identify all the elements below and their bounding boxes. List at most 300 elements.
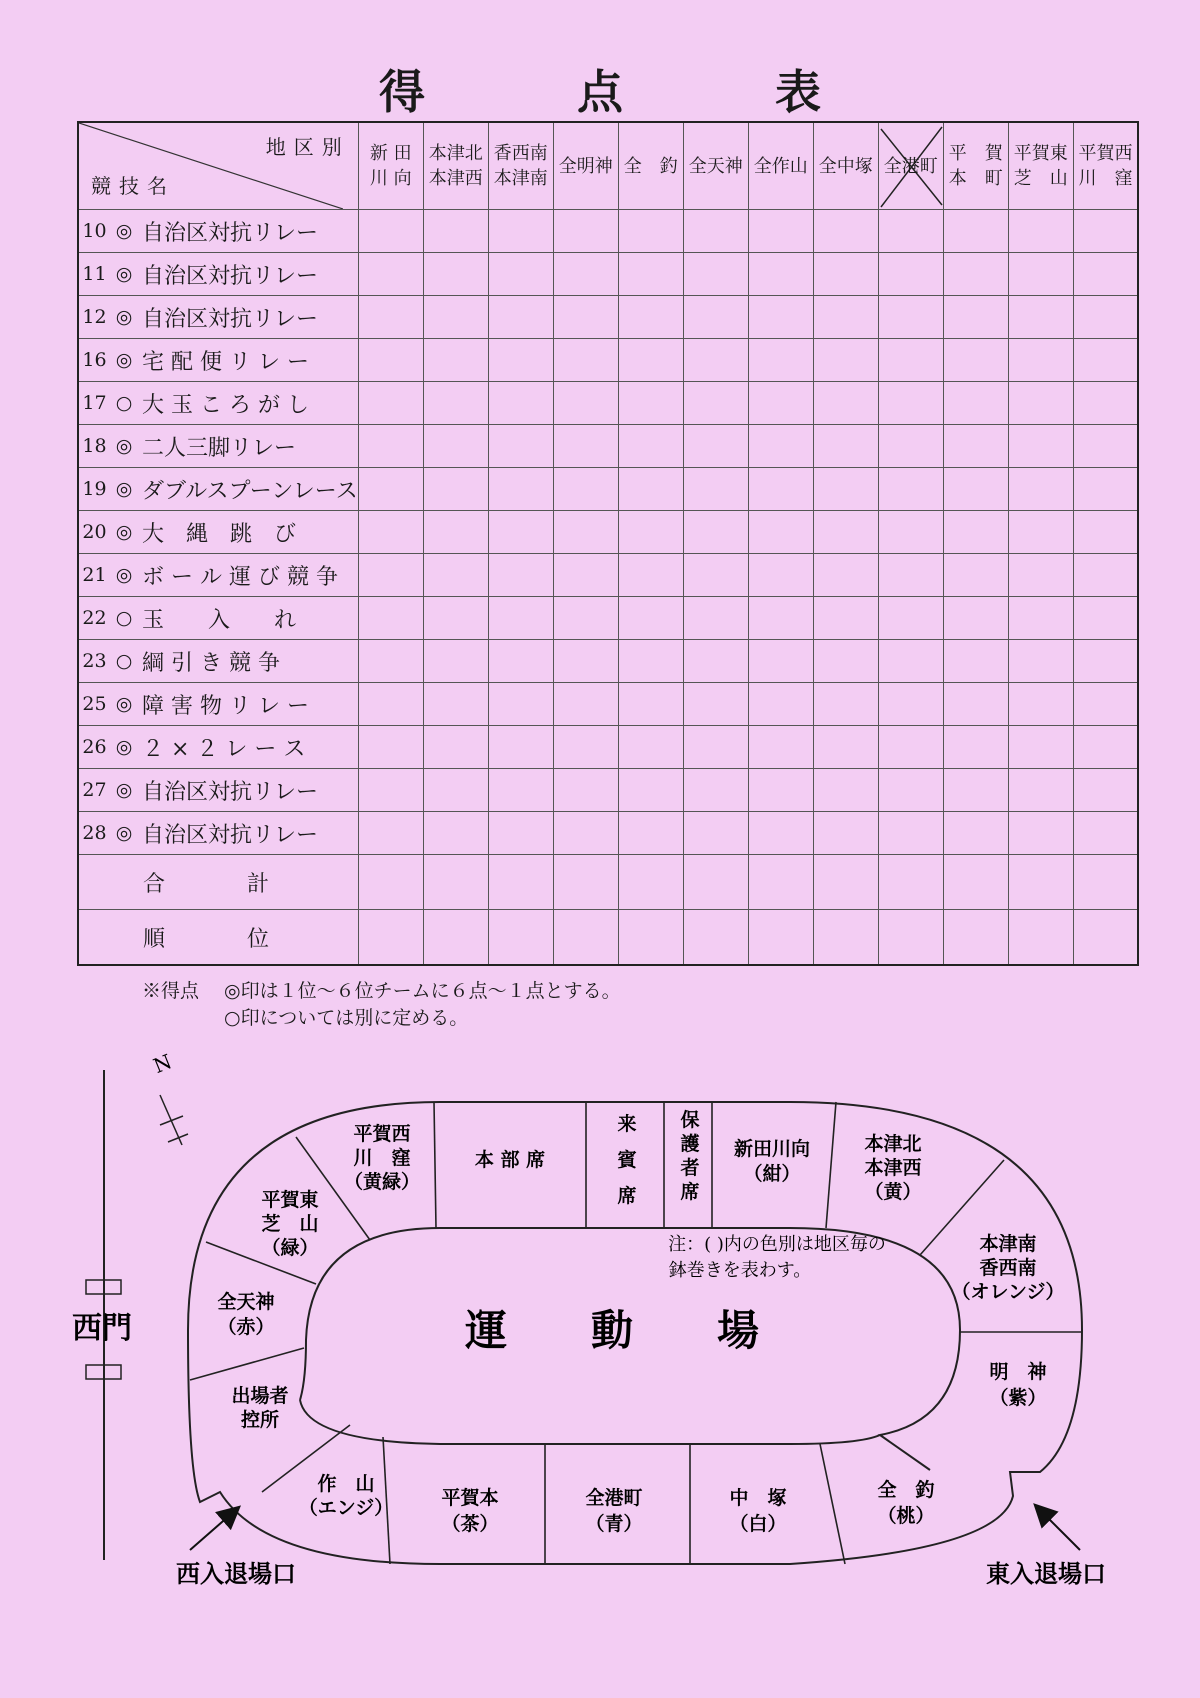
score-cell[interactable] [358, 425, 423, 468]
score-cell[interactable] [358, 554, 423, 597]
score-cell[interactable] [748, 425, 813, 468]
score-cell[interactable] [683, 253, 748, 296]
svg-text:出場者: 出場者 [231, 1385, 289, 1407]
event-number: 16 [78, 339, 110, 382]
summary-cell[interactable] [488, 910, 553, 966]
district-label: 全作山 [753, 155, 808, 177]
score-cell[interactable] [358, 382, 423, 425]
score-cell[interactable] [943, 210, 1008, 253]
svg-text:本津西: 本津西 [864, 1157, 922, 1179]
event-number: 23 [78, 640, 110, 683]
score-cell[interactable] [1008, 769, 1073, 812]
score-cell[interactable] [1073, 296, 1138, 339]
score-cell[interactable] [553, 210, 618, 253]
section-hiraga-hon [441, 1486, 498, 1535]
score-cell[interactable] [878, 640, 943, 683]
score-cell[interactable] [1008, 511, 1073, 554]
score-cell[interactable] [943, 511, 1008, 554]
score-cell[interactable] [813, 339, 878, 382]
score-cell[interactable] [618, 382, 683, 425]
score-cell[interactable] [943, 554, 1008, 597]
score-cell[interactable] [683, 769, 748, 812]
score-cell[interactable] [1073, 425, 1138, 468]
score-cell[interactable] [358, 339, 423, 382]
score-cell[interactable] [878, 253, 943, 296]
score-cell[interactable] [488, 468, 553, 511]
score-cell[interactable] [878, 511, 943, 554]
summary-cell[interactable] [878, 855, 943, 910]
event-mark: ◎ [110, 339, 138, 382]
score-cell[interactable] [618, 726, 683, 769]
event-row [78, 769, 1138, 812]
score-cell[interactable] [1008, 468, 1073, 511]
score-cell[interactable] [1008, 640, 1073, 683]
score-cell[interactable] [488, 726, 553, 769]
event-number: 17 [78, 382, 110, 425]
district-label: 新 田 川 向 [369, 143, 412, 189]
score-cell[interactable] [553, 511, 618, 554]
event-number: 20 [78, 511, 110, 554]
score-cell[interactable] [813, 769, 878, 812]
event-row [78, 425, 1138, 468]
summary-cell[interactable] [423, 910, 488, 966]
score-cell[interactable] [488, 425, 553, 468]
score-cell[interactable] [1008, 382, 1073, 425]
event-name: 自治区対抗リレー [138, 812, 358, 855]
score-cell[interactable] [1073, 210, 1138, 253]
score-cell[interactable] [943, 296, 1008, 339]
score-cell[interactable] [488, 597, 553, 640]
score-cell[interactable] [1008, 296, 1073, 339]
summary-cell[interactable] [813, 910, 878, 966]
score-cell[interactable] [553, 296, 618, 339]
event-number: 27 [78, 769, 110, 812]
event-name: ダブルスプーンレース [138, 468, 358, 511]
score-cell[interactable] [488, 812, 553, 855]
event-mark: ◎ [110, 210, 138, 253]
svg-text:平賀東: 平賀東 [261, 1189, 319, 1211]
summary-cell[interactable] [423, 855, 488, 910]
score-cell[interactable] [943, 468, 1008, 511]
score-cell[interactable] [683, 683, 748, 726]
score-cell[interactable] [488, 554, 553, 597]
score-cell[interactable] [1008, 554, 1073, 597]
score-cell[interactable] [553, 726, 618, 769]
event-name: ボ ー ル 運 び 競 争 [138, 554, 358, 597]
score-cell[interactable] [943, 425, 1008, 468]
score-cell[interactable] [1008, 210, 1073, 253]
score-cell[interactable] [943, 769, 1008, 812]
summary-cell[interactable] [683, 855, 748, 910]
score-cell[interactable] [423, 253, 488, 296]
score-cell[interactable] [1073, 468, 1138, 511]
score-cell[interactable] [683, 554, 748, 597]
district-label: 全明神 [558, 155, 613, 177]
event-row [78, 339, 1138, 382]
score-cell[interactable] [553, 382, 618, 425]
svg-text:（紫）: （紫） [989, 1387, 1047, 1409]
district-header-4 [618, 122, 683, 210]
svg-text:席: 席 [617, 1185, 637, 1207]
svg-text:芝 山: 芝 山 [261, 1213, 319, 1235]
section-honbu: 本 部 席 [474, 1149, 546, 1171]
score-cell[interactable] [488, 210, 553, 253]
section-tenjin [217, 1290, 274, 1338]
score-cell[interactable] [618, 425, 683, 468]
district-header-7 [813, 122, 878, 210]
summary-cell[interactable] [488, 855, 553, 910]
score-cell[interactable] [423, 296, 488, 339]
event-mark: ◎ [110, 726, 138, 769]
score-cell[interactable] [553, 554, 618, 597]
score-cell[interactable] [878, 468, 943, 511]
score-cell[interactable] [1008, 597, 1073, 640]
score-cell[interactable] [553, 683, 618, 726]
score-cell[interactable] [1073, 683, 1138, 726]
score-cell[interactable] [1008, 726, 1073, 769]
score-cell[interactable] [618, 210, 683, 253]
score-cell[interactable] [618, 683, 683, 726]
page-title: 得 点 表 [378, 65, 890, 119]
score-cell[interactable] [748, 726, 813, 769]
score-cell[interactable] [358, 769, 423, 812]
score-cell[interactable] [748, 468, 813, 511]
event-row [78, 597, 1138, 640]
svg-text:作 山: 作 山 [317, 1473, 375, 1495]
score-cell[interactable] [748, 769, 813, 812]
event-name: 宅 配 便 リ レ ー [138, 339, 358, 382]
note-line-2: ○印については別に定める。 [224, 1007, 469, 1029]
score-cell[interactable] [358, 210, 423, 253]
score-cell[interactable] [748, 339, 813, 382]
score-cell[interactable] [423, 554, 488, 597]
score-cell[interactable] [1073, 769, 1138, 812]
score-cell[interactable] [878, 382, 943, 425]
score-cell[interactable] [423, 683, 488, 726]
score-cell[interactable] [813, 382, 878, 425]
score-cell[interactable] [358, 253, 423, 296]
score-cell[interactable] [878, 296, 943, 339]
score-cell[interactable] [618, 812, 683, 855]
event-row [78, 511, 1138, 554]
score-cell[interactable] [423, 210, 488, 253]
svg-text:全港町: 全港町 [585, 1487, 643, 1509]
score-cell[interactable] [813, 597, 878, 640]
section-raihin [617, 1112, 638, 1207]
score-cell[interactable] [748, 554, 813, 597]
summary-cell[interactable] [748, 855, 813, 910]
score-cell[interactable] [423, 726, 488, 769]
score-cell[interactable] [683, 382, 748, 425]
score-cell[interactable] [423, 511, 488, 554]
event-row [78, 683, 1138, 726]
compass-north-label: N [149, 1049, 176, 1078]
score-cell[interactable] [748, 683, 813, 726]
section-sakuyama [299, 1472, 394, 1519]
score-cell[interactable] [878, 339, 943, 382]
score-cell[interactable] [878, 425, 943, 468]
svg-text:賓: 賓 [617, 1149, 637, 1171]
score-cell[interactable] [683, 339, 748, 382]
event-mark: ◎ [110, 296, 138, 339]
summary-cell[interactable] [358, 910, 423, 966]
score-cell[interactable] [1073, 812, 1138, 855]
score-cell[interactable] [683, 296, 748, 339]
score-cell[interactable] [618, 296, 683, 339]
score-cell[interactable] [878, 812, 943, 855]
score-cell[interactable] [553, 769, 618, 812]
score-cell[interactable] [1073, 382, 1138, 425]
score-cell[interactable] [618, 339, 683, 382]
event-mark: ◎ [110, 468, 138, 511]
score-cell[interactable] [878, 210, 943, 253]
score-cell[interactable] [423, 640, 488, 683]
district-label: 平賀西 川 窪 [1078, 143, 1133, 189]
event-number: 26 [78, 726, 110, 769]
score-cell[interactable] [553, 640, 618, 683]
score-cell[interactable] [943, 812, 1008, 855]
score-cell[interactable] [943, 683, 1008, 726]
summary-cell[interactable] [553, 910, 618, 966]
district-header-5 [683, 122, 748, 210]
score-cell[interactable] [488, 683, 553, 726]
score-cell[interactable] [488, 253, 553, 296]
score-cell[interactable] [553, 425, 618, 468]
score-cell[interactable] [813, 210, 878, 253]
score-cell[interactable] [683, 812, 748, 855]
district-label: 全 釣 [623, 155, 678, 177]
score-cell[interactable] [748, 812, 813, 855]
score-cell[interactable] [1073, 554, 1138, 597]
section-myojin [989, 1360, 1046, 1409]
score-cell[interactable] [813, 554, 878, 597]
district-label: 平賀東 芝 山 [1013, 143, 1068, 189]
score-cell[interactable] [1008, 253, 1073, 296]
score-cell[interactable] [423, 425, 488, 468]
score-table [77, 121, 1139, 966]
summary-cell[interactable] [1073, 910, 1138, 966]
district-header-9 [943, 122, 1008, 210]
summary-cell[interactable] [618, 855, 683, 910]
rank-row [78, 910, 1138, 966]
score-cell[interactable] [813, 726, 878, 769]
score-cell[interactable] [943, 726, 1008, 769]
event-number: 12 [78, 296, 110, 339]
event-mark: ◎ [110, 554, 138, 597]
svg-text:本津南: 本津南 [979, 1233, 1037, 1255]
event-name: ２ × ２ レ ー ス [138, 726, 358, 769]
event-name: 大 玉 こ ろ が し [138, 382, 358, 425]
score-cell[interactable] [618, 640, 683, 683]
score-cell[interactable] [748, 640, 813, 683]
svg-text:護: 護 [680, 1133, 700, 1155]
score-cell[interactable] [358, 683, 423, 726]
event-name: 自治区対抗リレー [138, 210, 358, 253]
event-name: 大 縄 跳 び [138, 511, 358, 554]
score-cell[interactable] [1073, 640, 1138, 683]
score-cell[interactable] [358, 812, 423, 855]
score-cell[interactable] [1073, 339, 1138, 382]
summary-cell[interactable] [618, 910, 683, 966]
district-label: 全天神 [688, 155, 743, 177]
section-nakatsuka [729, 1486, 786, 1535]
svg-text:平賀本: 平賀本 [441, 1487, 499, 1509]
summary-cell[interactable] [1008, 910, 1073, 966]
score-cell[interactable] [943, 253, 1008, 296]
score-cell[interactable] [553, 468, 618, 511]
score-cell[interactable] [553, 253, 618, 296]
score-cell[interactable] [1008, 812, 1073, 855]
score-cell[interactable] [878, 683, 943, 726]
summary-cell[interactable] [748, 910, 813, 966]
svg-text:（オレンジ）: （オレンジ） [951, 1281, 1065, 1303]
score-cell[interactable] [878, 726, 943, 769]
score-cell[interactable] [358, 511, 423, 554]
summary-cell[interactable] [1008, 855, 1073, 910]
score-cell[interactable] [683, 425, 748, 468]
section-shutsujo [231, 1384, 288, 1431]
district-header-1 [423, 122, 488, 210]
score-cell[interactable] [553, 812, 618, 855]
score-cell[interactable] [878, 597, 943, 640]
summary-cell[interactable] [683, 910, 748, 966]
score-cell[interactable] [618, 253, 683, 296]
score-cell[interactable] [748, 210, 813, 253]
district-label: 香西南 本津南 [493, 143, 548, 189]
event-name: 自治区対抗リレー [138, 769, 358, 812]
score-cell[interactable] [813, 468, 878, 511]
score-cell[interactable] [423, 468, 488, 511]
section-motozu-minami [951, 1232, 1064, 1303]
event-mark: ○ [110, 640, 138, 683]
score-cell[interactable] [618, 597, 683, 640]
event-row [78, 554, 1138, 597]
score-cell[interactable] [878, 554, 943, 597]
svg-text:平賀西: 平賀西 [353, 1123, 411, 1145]
score-cell[interactable] [358, 640, 423, 683]
score-cell[interactable] [813, 253, 878, 296]
score-cell[interactable] [943, 597, 1008, 640]
score-cell[interactable] [358, 726, 423, 769]
event-number: 25 [78, 683, 110, 726]
score-cell[interactable] [488, 382, 553, 425]
summary-cell[interactable] [943, 910, 1008, 966]
field-map [0, 1040, 1200, 1600]
score-cell[interactable] [813, 296, 878, 339]
svg-text:（赤）: （赤） [217, 1316, 275, 1338]
score-cell[interactable] [488, 296, 553, 339]
summary-cell[interactable] [358, 855, 423, 910]
score-cell[interactable] [553, 339, 618, 382]
score-cell[interactable] [488, 640, 553, 683]
event-mark: ◎ [110, 769, 138, 812]
score-cell[interactable] [813, 683, 878, 726]
score-cell[interactable] [1073, 597, 1138, 640]
summary-cell[interactable] [1073, 855, 1138, 910]
west-entry-label: 西入退場口 [176, 1560, 296, 1588]
score-cell[interactable] [1073, 253, 1138, 296]
score-cell[interactable] [813, 425, 878, 468]
score-cell[interactable] [358, 296, 423, 339]
score-cell[interactable] [618, 468, 683, 511]
event-number: 21 [78, 554, 110, 597]
summary-cell[interactable] [878, 910, 943, 966]
score-cell[interactable] [618, 554, 683, 597]
score-cell[interactable] [943, 339, 1008, 382]
score-cell[interactable] [683, 468, 748, 511]
total-row-label: 合計 [78, 855, 358, 910]
summary-cell[interactable] [813, 855, 878, 910]
score-cell[interactable] [683, 597, 748, 640]
event-mark: ○ [110, 382, 138, 425]
score-cell[interactable] [423, 382, 488, 425]
event-mark: ◎ [110, 425, 138, 468]
event-mark: ◎ [110, 253, 138, 296]
score-cell[interactable] [683, 640, 748, 683]
score-cell[interactable] [943, 382, 1008, 425]
score-cell[interactable] [943, 640, 1008, 683]
svg-text:（緑）: （緑） [261, 1237, 319, 1259]
event-number: 22 [78, 597, 110, 640]
header-event-label: 競技名 [91, 174, 175, 198]
score-cell[interactable] [683, 511, 748, 554]
score-cell[interactable] [488, 511, 553, 554]
score-cell[interactable] [1008, 425, 1073, 468]
score-cell[interactable] [423, 339, 488, 382]
east-entry-label: 東入退場口 [986, 1560, 1106, 1588]
event-row [78, 382, 1138, 425]
score-cell[interactable] [683, 726, 748, 769]
score-cell[interactable] [748, 382, 813, 425]
score-cell[interactable] [813, 640, 878, 683]
district-label: 本津北 本津西 [428, 143, 483, 189]
score-cell[interactable] [813, 812, 878, 855]
svg-text:（黄緑）: （黄緑） [343, 1171, 421, 1193]
svg-text:（エンジ）: （エンジ） [298, 1497, 394, 1519]
score-cell[interactable] [1073, 726, 1138, 769]
score-cell[interactable] [423, 812, 488, 855]
score-cell[interactable] [488, 339, 553, 382]
score-cell[interactable] [618, 511, 683, 554]
score-cell[interactable] [683, 210, 748, 253]
summary-cell[interactable] [943, 855, 1008, 910]
score-cell[interactable] [1073, 511, 1138, 554]
svg-text:控所: 控所 [240, 1409, 280, 1431]
score-cell[interactable] [488, 769, 553, 812]
svg-text:新田川向: 新田川向 [733, 1138, 811, 1160]
score-cell[interactable] [358, 597, 423, 640]
score-cell[interactable] [618, 769, 683, 812]
score-cell[interactable] [813, 511, 878, 554]
score-cell[interactable] [748, 253, 813, 296]
score-cell[interactable] [748, 597, 813, 640]
event-row [78, 296, 1138, 339]
score-cell[interactable] [423, 597, 488, 640]
score-cell[interactable] [1008, 339, 1073, 382]
score-cell[interactable] [748, 296, 813, 339]
event-mark: ◎ [110, 511, 138, 554]
score-cell[interactable] [748, 511, 813, 554]
district-header-3 [553, 122, 618, 210]
score-cell[interactable] [358, 468, 423, 511]
score-cell[interactable] [878, 769, 943, 812]
section-tsuri [877, 1478, 934, 1527]
score-cell[interactable] [423, 769, 488, 812]
score-cell[interactable] [1008, 683, 1073, 726]
summary-cell[interactable] [553, 855, 618, 910]
score-cell[interactable] [553, 597, 618, 640]
svg-text:席: 席 [680, 1181, 700, 1203]
